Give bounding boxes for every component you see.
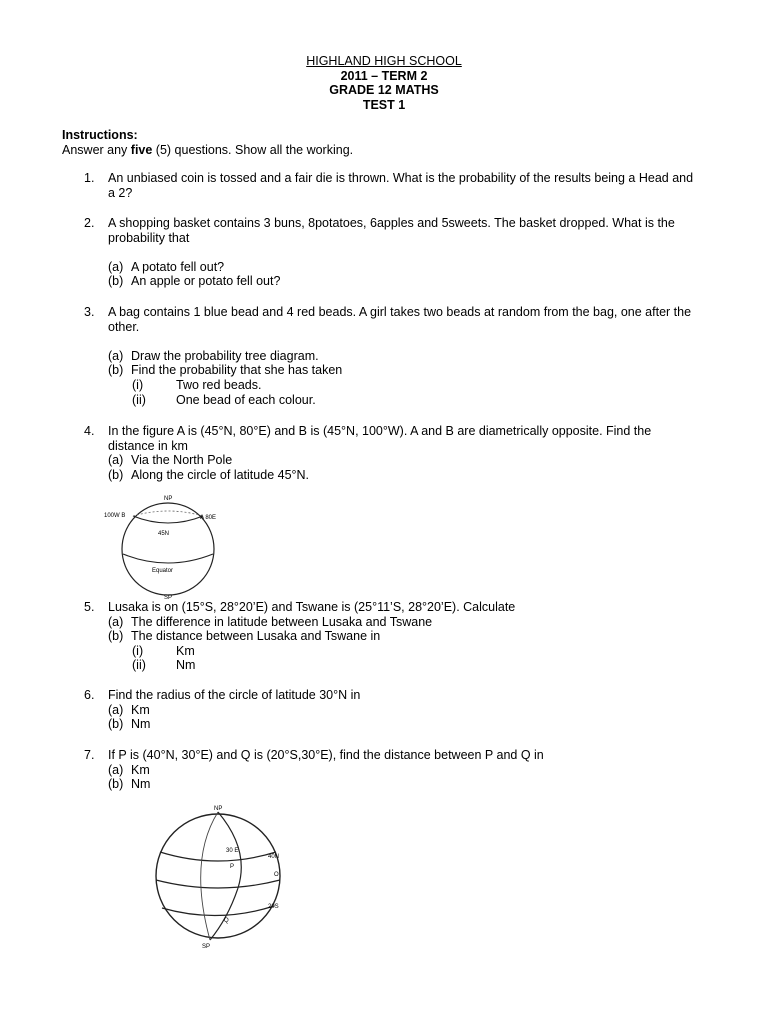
north-pole-label: NP bbox=[214, 806, 223, 812]
question-part bbox=[108, 763, 704, 778]
subpart-label: (ii) bbox=[132, 392, 146, 407]
part-label: (b) bbox=[108, 363, 124, 378]
part-label: (a) bbox=[108, 762, 124, 777]
question-number: 3. bbox=[84, 305, 95, 319]
question-number: 4. bbox=[84, 424, 95, 438]
question-line: A bag contains 1 blue bead and 4 red beads. A girl takes two beads at random from the bag, one after the bbox=[108, 305, 692, 319]
question-4 bbox=[84, 424, 704, 482]
part-text: The difference in latitude between Lusaka and Tswane bbox=[131, 614, 433, 629]
instructions-text-before: Answer any bbox=[62, 143, 131, 157]
sphere-figure-45n bbox=[100, 492, 230, 600]
instructions-text-after: (5) questions. Show all the working. bbox=[152, 143, 354, 157]
part-label: (a) bbox=[108, 348, 124, 363]
meridian-label: 30 E bbox=[226, 848, 239, 854]
part-label: (a) bbox=[108, 614, 124, 629]
question-part bbox=[108, 363, 704, 378]
subpart-label: (ii) bbox=[132, 658, 146, 673]
part-text: Via the North Pole bbox=[131, 453, 233, 468]
part-label: (a) bbox=[108, 259, 124, 274]
question-subpart bbox=[132, 644, 704, 659]
question-line: If P is (40°N, 30°E) and Q is (20°S,30°E), find the distance between P and Q in bbox=[108, 748, 544, 762]
point-b-label: 100W B bbox=[104, 513, 126, 519]
question-subpart bbox=[132, 393, 704, 408]
question-number: 1. bbox=[84, 171, 95, 185]
document-header bbox=[0, 54, 768, 112]
question-part bbox=[108, 629, 704, 644]
question-5 bbox=[84, 600, 704, 673]
part-label: (b) bbox=[108, 467, 124, 482]
question-part bbox=[108, 468, 704, 483]
south-pole-label: SP bbox=[202, 944, 211, 950]
center-o-label: O bbox=[274, 872, 279, 878]
subpart-label: (i) bbox=[132, 643, 144, 658]
part-label: (a) bbox=[108, 702, 124, 717]
question-part bbox=[108, 453, 704, 468]
latitude-40n-label: 40N bbox=[268, 854, 280, 860]
question-1 bbox=[84, 171, 704, 200]
question-number: 5. bbox=[84, 600, 95, 614]
question-part bbox=[108, 260, 704, 275]
question-number: 6. bbox=[84, 688, 95, 702]
subpart-text: Km bbox=[176, 643, 195, 658]
equator-line bbox=[123, 554, 213, 563]
part-text: An apple or potato fell out? bbox=[131, 274, 281, 289]
part-text: Nm bbox=[131, 777, 151, 792]
equator-label: Equator bbox=[152, 568, 174, 574]
subpart-text: One bead of each colour. bbox=[176, 392, 316, 407]
question-line: a 2? bbox=[108, 185, 133, 200]
point-q-label: Q bbox=[224, 918, 229, 924]
term-line: 2011 – TERM 2 bbox=[340, 68, 428, 83]
instructions-heading: Instructions: bbox=[62, 128, 138, 142]
latitude-45n-label: 45N bbox=[158, 531, 170, 537]
question-2 bbox=[84, 216, 704, 289]
part-text: A potato fell out? bbox=[131, 259, 225, 274]
south-pole-label: SP bbox=[164, 595, 173, 600]
part-label: (b) bbox=[108, 629, 124, 644]
question-part bbox=[108, 717, 704, 732]
question-subpart bbox=[132, 658, 704, 673]
part-text: Km bbox=[131, 762, 150, 777]
question-number: 2. bbox=[84, 216, 95, 230]
latitude-40n-line bbox=[160, 852, 276, 861]
school-name: HIGHLAND HIGH SCHOOL bbox=[306, 54, 462, 68]
question-subpart bbox=[132, 378, 704, 393]
subpart-text: Nm bbox=[176, 658, 196, 673]
question-6 bbox=[84, 688, 704, 732]
meridian-back-line bbox=[201, 812, 218, 940]
latitude-20s-label: 20S bbox=[268, 904, 279, 910]
part-label: (b) bbox=[108, 717, 124, 732]
part-text: Draw the probability tree diagram. bbox=[131, 348, 319, 363]
north-pole-label: NP bbox=[164, 496, 173, 502]
question-part bbox=[108, 703, 704, 718]
point-a-label: A 80E bbox=[200, 515, 217, 521]
question-line: An unbiased coin is tossed and a fair die is thrown. What is the probability of the results being a Head and bbox=[108, 171, 694, 185]
question-7 bbox=[84, 748, 704, 792]
subpart-text: Two red beads. bbox=[176, 377, 262, 392]
part-label: (b) bbox=[108, 777, 124, 792]
question-line: other. bbox=[108, 319, 140, 334]
question-part bbox=[108, 615, 704, 630]
question-part bbox=[108, 777, 704, 792]
equator-line bbox=[156, 880, 280, 888]
latitude-45n-front bbox=[133, 516, 203, 523]
question-part bbox=[108, 349, 704, 364]
part-text: Along the circle of latitude 45°N. bbox=[131, 467, 310, 482]
question-line: Lusaka is on (15°S, 28°20’E) and Tswane is (25°11’S, 28°20’E). Calculate bbox=[108, 600, 516, 614]
question-line: In the figure A is (45°N, 80°E) and B is (45°N, 100°W). A and B are diametrically opposite. Find the bbox=[108, 424, 652, 438]
instructions-text bbox=[62, 143, 353, 158]
part-text: The distance between Lusaka and Tswane in bbox=[131, 629, 381, 644]
part-text: Nm bbox=[131, 717, 151, 732]
test-title: TEST 1 bbox=[362, 97, 406, 112]
question-number: 7. bbox=[84, 748, 95, 762]
question-line: distance in km bbox=[108, 438, 188, 453]
question-part bbox=[108, 274, 704, 289]
subpart-label: (i) bbox=[132, 377, 144, 392]
part-label: (a) bbox=[108, 453, 124, 468]
question-line: A shopping basket contains 3 buns, 8potatoes, 6apples and 5sweets. The basket dropped. What is the bbox=[108, 216, 675, 230]
part-text: Km bbox=[131, 702, 150, 717]
question-3 bbox=[84, 305, 704, 407]
sphere-figure-pq bbox=[140, 800, 300, 950]
latitude-20s-line bbox=[162, 906, 274, 916]
question-line: probability that bbox=[108, 230, 190, 245]
point-p-label: P bbox=[230, 864, 235, 870]
sphere-outline bbox=[156, 814, 280, 938]
part-text: Find the probability that she has taken bbox=[131, 363, 343, 378]
question-line: Find the radius of the circle of latitude 30°N in bbox=[108, 688, 361, 702]
instructions-bold: five bbox=[130, 143, 153, 157]
part-label: (b) bbox=[108, 274, 124, 289]
subject-line: GRADE 12 MATHS bbox=[329, 83, 439, 97]
instructions bbox=[62, 128, 353, 158]
latitude-45n-back bbox=[133, 511, 203, 516]
